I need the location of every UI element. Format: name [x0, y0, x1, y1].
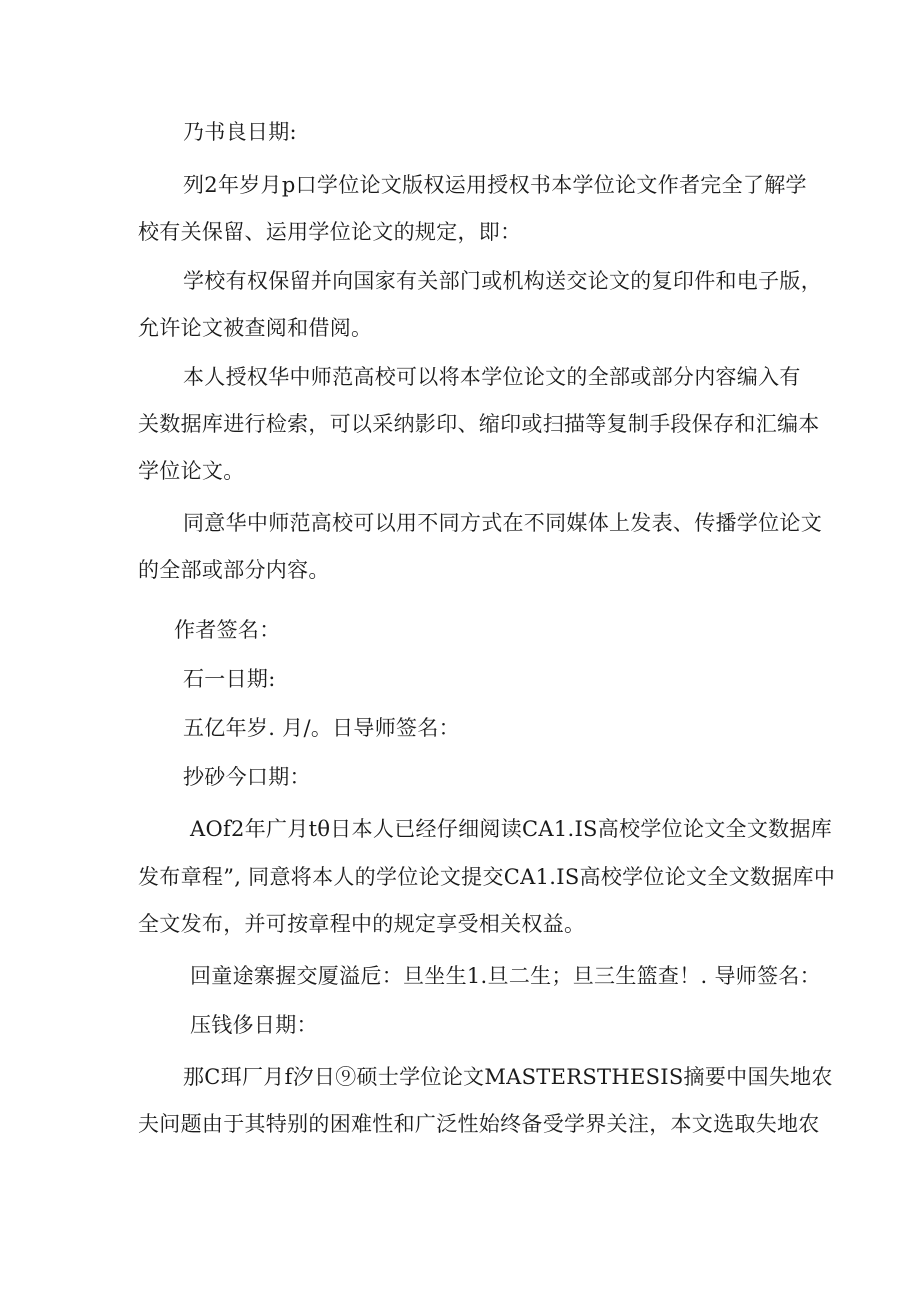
- text-line: 学位论文。: [138, 459, 245, 483]
- text-line: 本人授权华中师范高校可以将本学位论文的全部或部分内容编入有: [183, 365, 801, 389]
- text-line-authorization-title: 列2年岁月p口学位论文版权运用授权书本学位论文作者完全了解学: [183, 173, 807, 197]
- text-line: 夫问题由于其特别的困难性和广泛性始终备受学界关注，本文选取失地农: [138, 1112, 820, 1136]
- text-line: 关数据库进行检索，可以采纳影印、缩印或扫描等复制手段保存和汇编本: [138, 412, 820, 436]
- text-line: 学校有权保留并向国家有关部门或机构送交论文的复印件和电子版，: [183, 269, 822, 293]
- text-line-author-signature: 作者签名：: [174, 618, 281, 642]
- text-line: 全文发布，并可按章程中的规定享受相关权益。: [138, 912, 586, 936]
- text-line-supervisor-signature: 五亿年岁. 月/。日导师签名：: [183, 716, 460, 740]
- text-line: 同意华中师范高校可以用不同方式在不同媒体上发表、传播学位论文: [183, 511, 822, 535]
- text-line-signature-date: 乃书良日期:: [183, 120, 297, 144]
- text-line-date: 压钱侈日期：: [190, 1013, 318, 1037]
- text-line: AOf2年广月tθ日本人已经仔细阅读CA1.IS高校学位论文全文数据库: [190, 817, 833, 841]
- text-line-supervisor-signature: 回童途寨握交厦溢卮：旦坐生1.旦二生；旦三生篮查！. 导师签名：: [190, 964, 821, 988]
- text-line-date: 石一日期:: [183, 667, 276, 691]
- text-line-date: 抄砂今口期：: [183, 765, 311, 789]
- text-line-abstract-start: 那C珥厂月f汐日⑨硕士学位论文MASTERSTHESIS摘要中国失地农: [183, 1065, 833, 1089]
- text-line: 的全部或部分内容。: [138, 558, 330, 582]
- text-line: 允许论文被查阅和借阅。: [138, 316, 373, 340]
- text-line: 发布章程”, 同意将本人的学位论文提交CA1.IS高校学位论文全文数据库中: [138, 865, 836, 889]
- text-line: 校有关保留、运用学位论文的规定，即：: [138, 220, 522, 244]
